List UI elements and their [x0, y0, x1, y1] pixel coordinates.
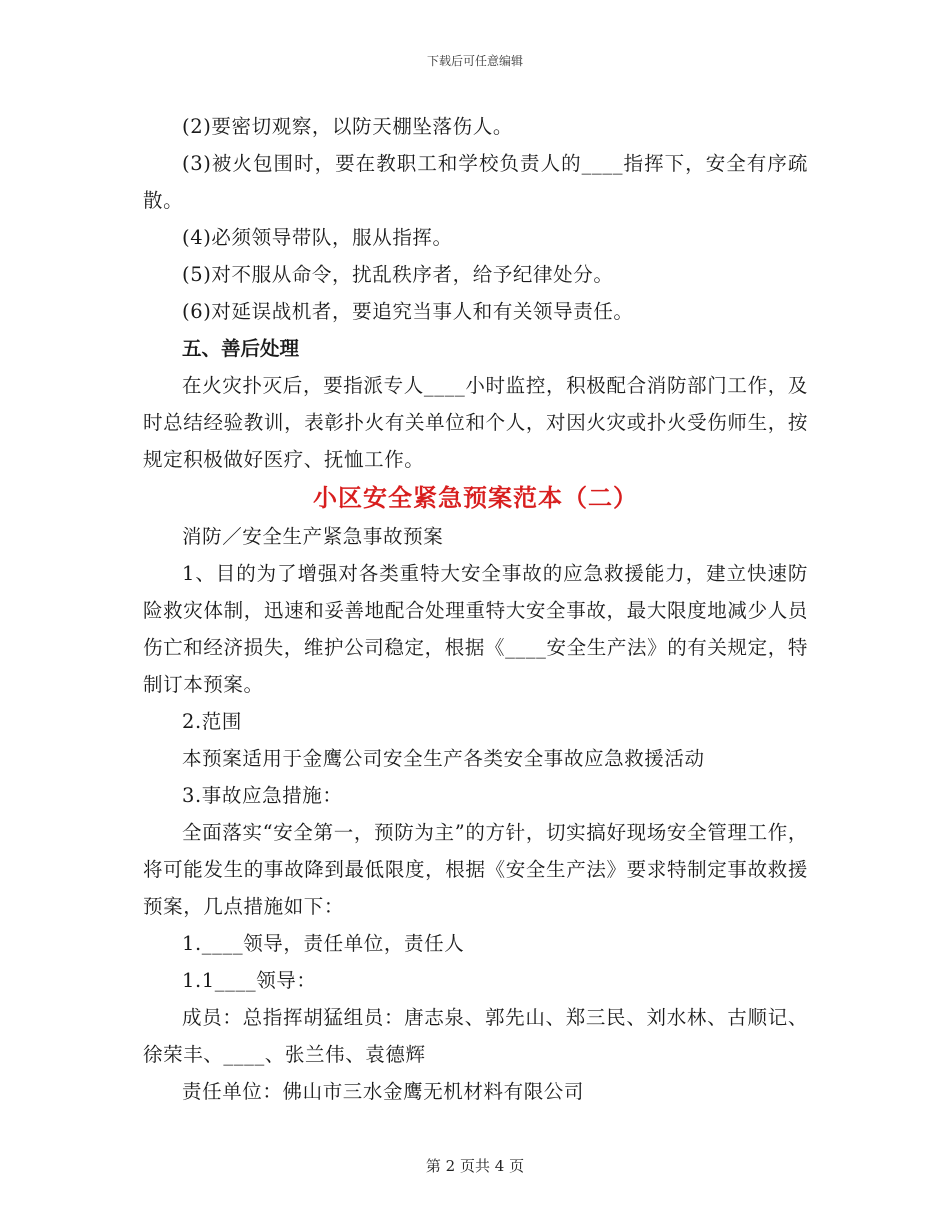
paragraph: 在火灾扑灭后，要指派专人____小时监控，积极配合消防部门工作，及时总结经验教训，表彰扑火有关单位和个人，对因火灾或扑火受伤师生，按规定积极做好医疗、抚恤工作。	[143, 374, 808, 471]
paragraph: 消防／安全生产紧急事故预案	[182, 525, 444, 548]
page-header: 下载后可任意编辑	[426, 54, 523, 68]
paragraph: (4)必须领导带队，服从指挥。	[182, 226, 453, 249]
document-body	[143, 108, 808, 1110]
page-footer: 第 2 页共 4 页	[425, 1157, 525, 1175]
paragraph: 责任单位：佛山市三水金鹰无机材料有限公司	[182, 1080, 585, 1103]
paragraph: 2.范围	[182, 710, 243, 733]
paragraph: 成员：总指挥胡猛组员：唐志泉、郭先山、郑三民、刘水林、古顺记、徐荣丰、____、张兰伟、袁德辉	[143, 1006, 808, 1066]
paragraph: 全面落实“安全第一，预防为主”的方针，切实搞好现场安全管理工作，将可能发生的事故降到最低限度，根据《安全生产法》要求特制定事故救援预案，几点措施如下：	[143, 821, 808, 918]
paragraph: (3)被火包围时，要在教职工和学校负责人的____指挥下，安全有序疏散。	[143, 152, 808, 212]
paragraph: 1、目的为了增强对各类重特大安全事故的应急救援能力，建立快速防险救灾体制，迅速和妥善地配合处理重特大安全事故，最大限度地减少人员伤亡和经济损失，维护公司稳定，根据《____安全生产法》的有关规定，特制订本预案。	[143, 562, 808, 696]
paragraph: 本预案适用于金鹰公司安全生产各类安全事故应急救援活动	[182, 747, 705, 770]
paragraph: 1.1____领导：	[182, 969, 317, 992]
paragraph: 1.____领导，责任单位，责任人	[182, 932, 465, 955]
paragraph: (6)对延误战机者，要追究当事人和有关领导责任。	[182, 300, 634, 323]
paragraph: (2)要密切观察，以防天棚坠落伤人。	[182, 115, 513, 138]
paragraph: 3.事故应急措施：	[182, 784, 343, 807]
document-title: 小区安全紧急预案范本（二）	[313, 484, 638, 512]
paragraph: (5)对不服从命令，扰乱秩序者，给予纪律处分。	[182, 263, 614, 286]
section-heading: 五、善后处理	[182, 337, 300, 360]
